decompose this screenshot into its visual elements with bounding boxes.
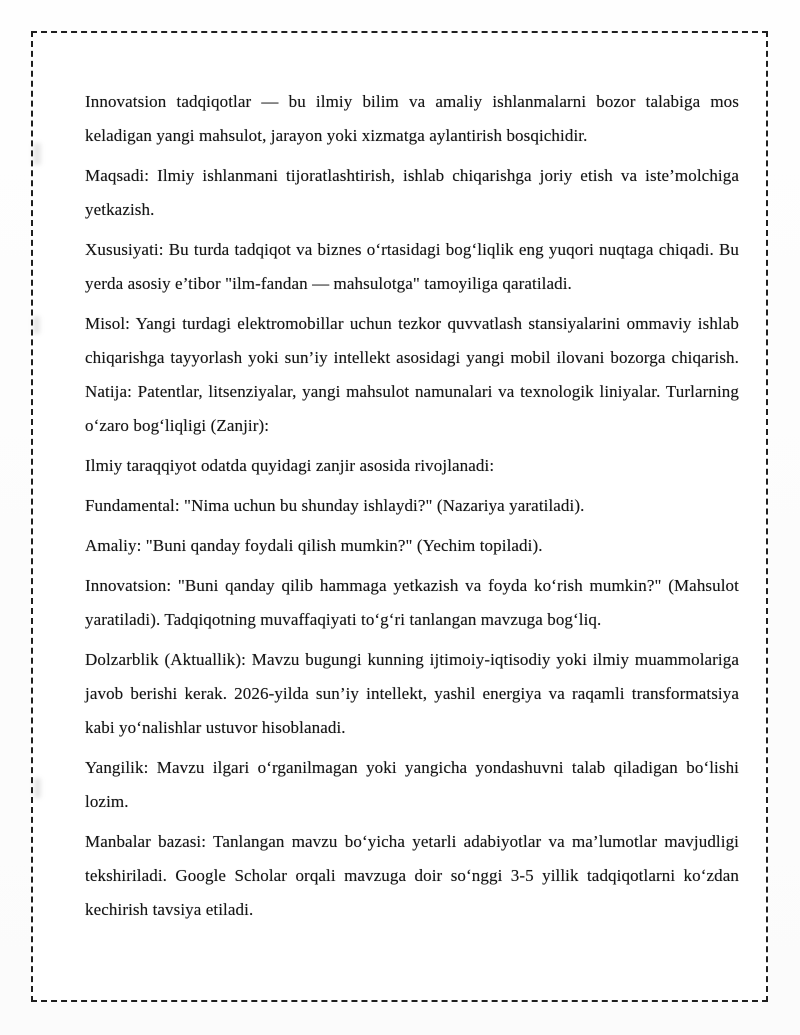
- paragraph-ilmiy-taraqqiyot: Ilmiy taraqqiyot odatda quyidagi zanjir asosida rivojlanadi:: [85, 456, 495, 475]
- paragraph-fundamental: Fundamental: "Nima uchun bu shunday ishlaydi?" (Nazariya yaratiladi).: [85, 496, 585, 515]
- page-border: [31, 31, 768, 1002]
- paragraph-manbalar-bazasi: Manbalar bazasi: Tanlangan mavzu boʻyicha yetarli adabiyotlar va ma’lumotlar mavjudligi tekshiriladi. Google Scholar orqali mavzuga doir soʻnggi 3-5 yillik tadqiqotlarni koʻzdan kechirish tavsiya etiladi.: [85, 832, 739, 919]
- document-content: [33, 33, 766, 1000]
- paragraph-xususiyati: Xususiyati: Bu turda tadqiqot va biznes oʻrtasidagi bogʻliqlik eng yuqori nuqtaga chiqadi. Bu yerda asosiy e’tibor "ilm-fandan — mahsulotga" tamoyiliga qaratiladi.: [85, 240, 739, 293]
- scan-artifact: [33, 316, 40, 334]
- scan-artifact: [34, 778, 41, 798]
- paragraph-maqsadi: Maqsadi: Ilmiy ishlanmani tijoratlashtirish, ishlab chiqarishga joriy etish va iste’molchiga yetkazish.: [85, 166, 739, 219]
- paragraph-amaliy: Amaliy: "Buni qanday foydali qilish mumkin?" (Yechim topiladi).: [85, 536, 543, 555]
- paragraph-dolzarblik: Dolzarblik (Aktuallik): Mavzu bugungi kunning ijtimoiy-iqtisodiy yoki ilmiy muammolariga javob berishi kerak. 2026-yilda sun’iy intellekt, yashil energiya va raqamli transformatsiya kabi yoʻnalishlar ustuvor hisoblanadi.: [85, 650, 739, 737]
- paragraph-innovatsion-tadqiqotlar: Innovatsion tadqiqotlar — bu ilmiy bilim va amaliy ishlanmalarni bozor talabiga mos keladigan yangi mahsulot, jarayon yoki xizmatga aylantirish bosqichidir.: [85, 92, 739, 145]
- paragraph-innovatsion-zanjir: Innovatsion: "Buni qanday qilib hammaga yetkazish va foyda koʻrish mumkin?" (Mahsulot yaratiladi). Tadqiqotning muvaffaqiyati toʻgʻri tanlangan mavzuga bogʻliq.: [85, 576, 739, 629]
- paragraph-misol: Misol: Yangi turdagi elektromobillar uchun tezkor quvvatlash stansiyalarini ommaviy ishlab chiqarishga tayyorlash yoki sun’iy intellekt asosidagi yangi mobil ilovani bozorga chiqarish. Natija: Patentlar, litsenziyalar, yangi mahsulot namunalari va texnologik liniyalar. Turlarning oʻzaro bogʻliqligi (Zanjir):: [85, 314, 739, 435]
- scan-artifact: [33, 143, 41, 165]
- paragraph-yangilik: Yangilik: Mavzu ilgari oʻrganilmagan yoki yangicha yondashuvni talab qiladigan boʻlishi lozim.: [85, 758, 739, 811]
